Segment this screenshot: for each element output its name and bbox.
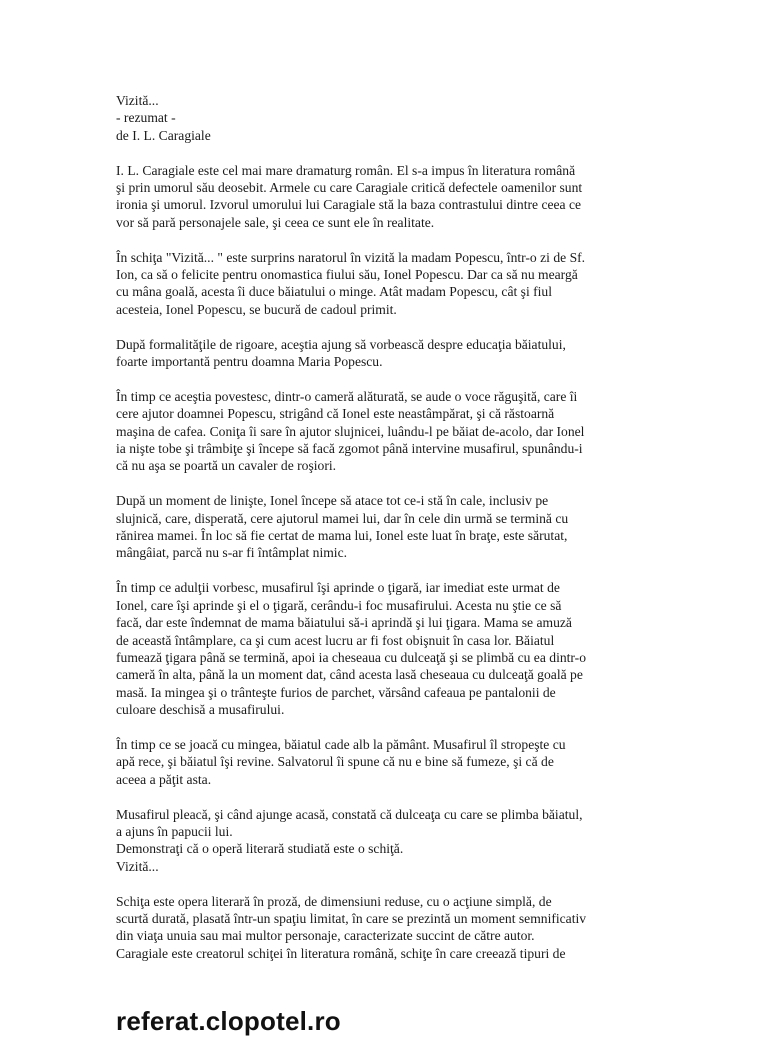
paragraph-line: acesteia, Ionel Popescu, se bucură de cadoul primit. (116, 301, 397, 317)
paragraph-line: slujnică, care, disperată, cere ajutorul mamei lui, dar în cele din urmă se termină cu (116, 510, 569, 526)
paragraph (116, 162, 656, 232)
paragraph-line: După formalităţile de rigoare, aceştia ajung să vorbească despre educaţia băiatului, (116, 336, 566, 352)
paragraph-line: şi prin umorul său deosebit. Armele cu care Caragiale critică defectele oamenilor sunt (116, 180, 583, 196)
paragraph-line: din viaţa unuia sau mai multor personaje, caracterizate succint de către autor. (116, 928, 535, 944)
paragraph-line: culoare deschisă a musafirului. (116, 702, 285, 718)
paragraph-line: Musafirul pleacă, şi când ajunge acasă, constată că dulceaţa cu care se plimba băiatul, (116, 806, 583, 822)
document-subtitle: - rezumat - (116, 110, 176, 126)
paragraph-line: În schiţa "Vizită... " este surprins naratorul în vizită la madam Popescu, într-o zi de Sf. (116, 249, 586, 265)
paragraph-line: În timp ce se joacă cu mingea, băiatul cade alb la pământ. Musafirul îl stropeşte cu (116, 736, 566, 752)
paragraph (116, 249, 656, 319)
paragraph-line: masă. Ia mingea şi o trânteşte furios de parchet, vărsând cafeaua pe pantalonii de (116, 684, 556, 700)
paragraph-line: I. L. Caragiale este cel mai mare dramaturg român. El s-a impus în literatura română (116, 162, 576, 178)
paragraph-line: ironia şi umorul. Izvorul umorului lui Caragiale stă la baza contrastului dintre ceea ce (116, 197, 582, 213)
paragraph-line: Ion, ca să o felicite pentru onomastica fiului său, Ionel Popescu. Dar ca să nu meargă (116, 267, 578, 283)
paragraph (116, 579, 656, 718)
paragraph-line: foarte importantă pentru doamna Maria Popescu. (116, 354, 383, 370)
document-page (116, 92, 656, 962)
spacer (116, 318, 656, 335)
paragraph-line: rănirea mamei. În loc să fie certat de mama lui, Ionel este luat în braţe, este sărutat, (116, 528, 568, 544)
paragraph-line: În timp ce aceştia povestesc, dintr-o cameră alăturată, se aude o voce răguşită, care îi (116, 388, 578, 404)
spacer (116, 788, 656, 805)
document-author: de I. L. Caragiale (116, 127, 211, 143)
spacer (116, 562, 656, 579)
paragraph-line: maşina de cafea. Coniţa îi sare în ajutor slujnicei, luându-l pe băiat de-acolo, dar Ionel (116, 423, 585, 439)
paragraph-line: scurtă durată, plasată într-un spaţiu limitat, în care se prezintă un moment semnificativ (116, 910, 587, 926)
paragraph-line: apă rece, şi băiatul îşi revine. Salvatorul îi spune că nu e bine să fumeze, şi că de (116, 754, 554, 770)
paragraph-line: Vizită... (116, 858, 159, 874)
site-watermark: referat.clopotel.ro (116, 1006, 341, 1036)
paragraph (116, 736, 656, 788)
paragraph-line: Schiţa este opera literară în proză, de dimensiuni reduse, cu o acţiune simplă, de (116, 893, 552, 909)
document-body (116, 162, 656, 963)
paragraph-line: cere ajutor doamnei Popescu, strigând că Ionel este neastâmpărat, şi că răstoarnă (116, 406, 555, 422)
paragraph-line: cu mâna goală, acesta îi duce băiatului o minge. Atât madam Popescu, cât şi fiul (116, 284, 552, 300)
paragraph (116, 388, 656, 475)
spacer (116, 719, 656, 736)
paragraph (116, 336, 656, 371)
paragraph (116, 806, 656, 876)
spacer (116, 475, 656, 492)
paragraph-line: Demonstraţi că o operă literară studiată este o schiţă. (116, 841, 404, 857)
paragraph-line: că nu aşa se poartă un cavaler de roşiori. (116, 458, 337, 474)
spacer (116, 370, 656, 387)
paragraph-line: În timp ce adulţii vorbesc, musafirul îşi aprinde o ţigară, iar imediat este urmat de (116, 580, 560, 596)
paragraph-line: Ionel, care îşi aprinde şi el o ţigară, cerându-i foc musafirului. Acesta nu ştie ce să (116, 597, 562, 613)
paragraph-line: a ajuns în papucii lui. (116, 823, 233, 839)
paragraph-line: de această întâmplare, ca şi cum acest lucru ar fi fost obişnuit în casa lor. Băiatul (116, 632, 555, 648)
paragraph-line: vor să pară personajele sale, şi ceea ce sunt ele în realitate. (116, 214, 435, 230)
paragraph-line: După un moment de linişte, Ionel începe să atace tot ce-i stă în cale, inclusiv pe (116, 493, 549, 509)
spacer (116, 875, 656, 892)
paragraph-line: Caragiale este creatorul schiţei în literatura română, schiţe în care creează tipuri de (116, 945, 566, 961)
paragraph-line: cameră în alta, până la un moment dat, când acesta lasă cheseaua cu dulceaţă goală pe (116, 667, 583, 683)
paragraph-line: facă, dar este îndemnat de mama băiatului să-i aprindă şi lui ţigara. Mama se amuză (116, 615, 572, 631)
paragraph (116, 492, 656, 562)
paragraph-line: mângâiat, parcă nu s-ar fi întâmplat nimic. (116, 545, 348, 561)
spacer (116, 144, 656, 161)
paragraph-line: fumează ţigara până se termină, apoi ia cheseaua cu dulceaţă şi se plimbă cu ea dintr-o (116, 649, 586, 665)
document-title: Vizită... (116, 93, 159, 108)
spacer (116, 231, 656, 248)
paragraph (116, 893, 656, 963)
paragraph-line: aceea a păţit asta. (116, 771, 212, 787)
paragraph-line: ia nişte tobe şi trâmbiţe şi începe să facă zgomot până intervine musafirul, spunându-i (116, 441, 583, 457)
